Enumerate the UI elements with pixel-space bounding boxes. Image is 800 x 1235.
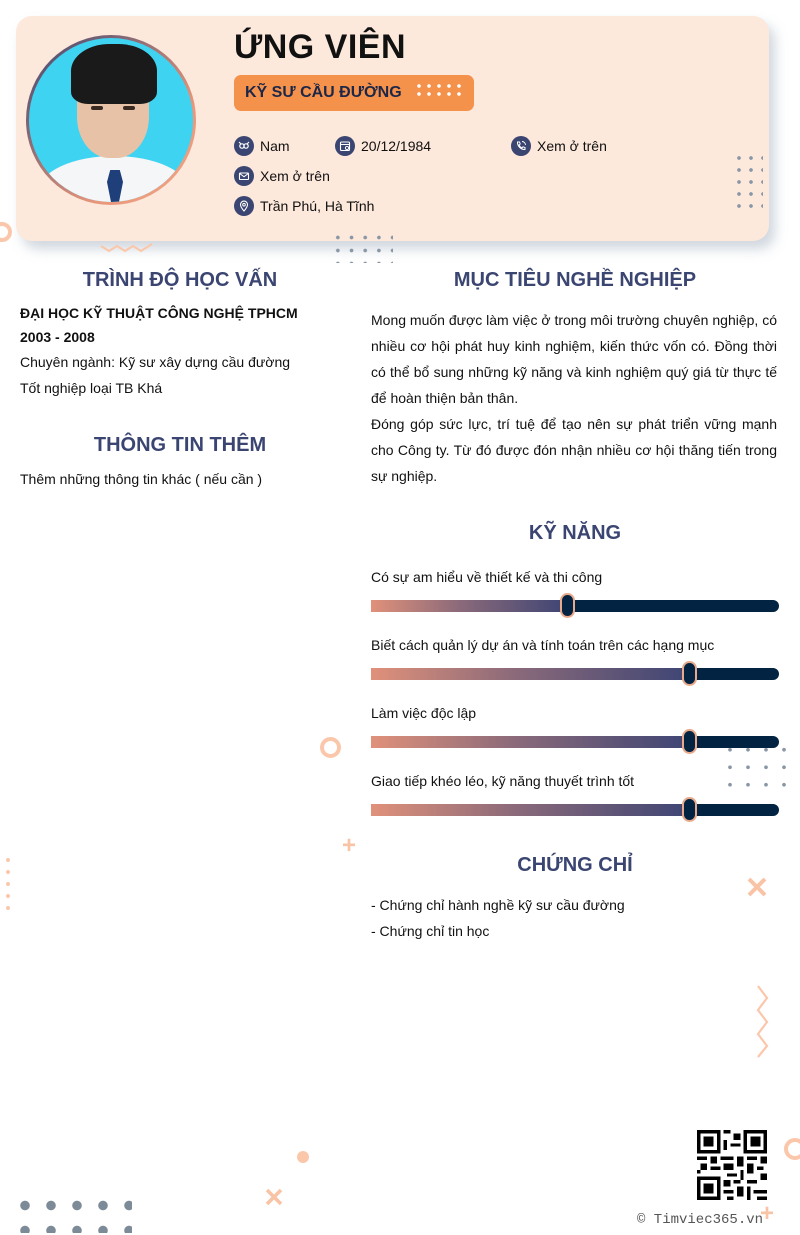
objective-heading: MỤC TIÊU NGHỀ NGHIỆP <box>453 269 697 291</box>
dots-decoration <box>12 1193 132 1233</box>
objective-text <box>371 307 777 489</box>
cross-decoration <box>264 1187 284 1207</box>
certificates-heading: CHỨNG CHỈ <box>517 854 633 876</box>
skill-bar-handle <box>682 797 697 822</box>
address-value: Trần Phú, Hà Tĩnh <box>260 198 375 214</box>
certificate-item: - Chứng chỉ hành nghề kỹ sư cầu đường <box>371 897 625 913</box>
qr-code-icon <box>697 1130 767 1200</box>
profile-photo <box>29 38 193 202</box>
education-period: 2003 - 2008 <box>20 329 95 345</box>
ring-decoration <box>320 737 341 758</box>
skill-label: Giao tiếp khéo léo, kỹ năng thuyết trình tốt <box>371 773 635 789</box>
skill-bar <box>371 668 779 680</box>
skills-heading: KỸ NĂNG <box>528 522 622 544</box>
skill-label: Làm việc độc lập <box>371 705 477 721</box>
job-title: KỸ SƯ CẦU ĐƯỜNG <box>245 84 402 101</box>
birthday-value: 20/12/1984 <box>361 138 432 154</box>
info-gender <box>234 136 290 156</box>
additional-info-text: Thêm những thông tin khác ( nếu cần ) <box>20 471 263 487</box>
ring-decoration <box>0 222 12 242</box>
dots-decoration <box>331 231 393 263</box>
education-major: Chuyên ngành: Kỹ sư xây dựng cầu đường <box>20 354 291 370</box>
skill-bar-fill <box>371 668 689 680</box>
email-value: Xem ở trên <box>260 168 330 184</box>
zigzag-decoration <box>100 243 154 255</box>
ring-decoration <box>784 1138 800 1160</box>
zigzag-decoration <box>755 984 771 1058</box>
phone-icon <box>511 136 531 156</box>
location-icon <box>234 196 254 216</box>
skill-bar <box>371 736 779 748</box>
dots-decoration <box>721 741 789 789</box>
skill-bar <box>371 600 779 612</box>
skill-bar-fill <box>371 804 689 816</box>
gender-value: Nam <box>260 138 290 154</box>
candidate-name: ỨNG VIÊN <box>234 28 407 66</box>
skill-bar-fill <box>371 736 689 748</box>
cross-decoration <box>746 876 768 898</box>
skill-bar-handle <box>682 661 697 686</box>
info-phone <box>511 136 607 156</box>
education-grade: Tốt nghiệp loại TB Khá <box>20 380 163 396</box>
plus-decoration: + <box>342 832 357 859</box>
certificate-item: - Chứng chỉ tin học <box>371 923 490 939</box>
calendar-icon <box>335 136 355 156</box>
info-address <box>234 196 374 216</box>
skill-bar-handle <box>560 593 575 618</box>
additional-info-heading: THÔNG TIN THÊM <box>93 434 267 456</box>
gender-icon <box>234 136 254 156</box>
education-heading: TRÌNH ĐỘ HỌC VẤN <box>82 269 278 291</box>
dots-decoration <box>733 152 763 210</box>
skill-label: Biết cách quản lý dự án và tính toán trên các hạng mục <box>371 637 715 653</box>
email-icon <box>234 166 254 186</box>
job-title-badge <box>234 75 474 111</box>
objective-paragraph: Mong muốn được làm việc ở trong môi trường chuyên nghiệp, có nhiều cơ hội phát huy kinh nghiệm, kiến thức vốn có. Đồng thời có thể bổ sung những kỹ năng và kinh nghiệm quý giá từ thực tế để hoàn thiện bản thân. <box>371 312 777 406</box>
phone-value: Xem ở trên <box>537 138 607 154</box>
avatar <box>26 35 196 205</box>
info-birthday <box>335 136 431 156</box>
skill-bar-fill <box>371 600 567 612</box>
circle-decoration <box>297 1151 309 1163</box>
dots-decoration <box>5 854 11 912</box>
skill-bar <box>371 804 779 816</box>
skill-label: Có sự am hiểu về thiết kế và thi công <box>371 569 603 585</box>
plus-decoration: + <box>760 1200 775 1227</box>
info-email <box>234 166 330 186</box>
footer-brand: © Timviec365.vn <box>637 1212 764 1228</box>
education-school: ĐẠI HỌC KỸ THUẬT CÔNG NGHỆ TPHCM <box>20 305 298 321</box>
badge-dots-decoration <box>414 82 466 98</box>
objective-paragraph: Đóng góp sức lực, trí tuệ để tạo nên sự phát triển vững mạnh cho Công ty. Từ đó được đón nhận nhiều cơ hội thăng tiến trong sự nghiệp. <box>371 416 777 484</box>
skill-bar-handle <box>682 729 697 754</box>
